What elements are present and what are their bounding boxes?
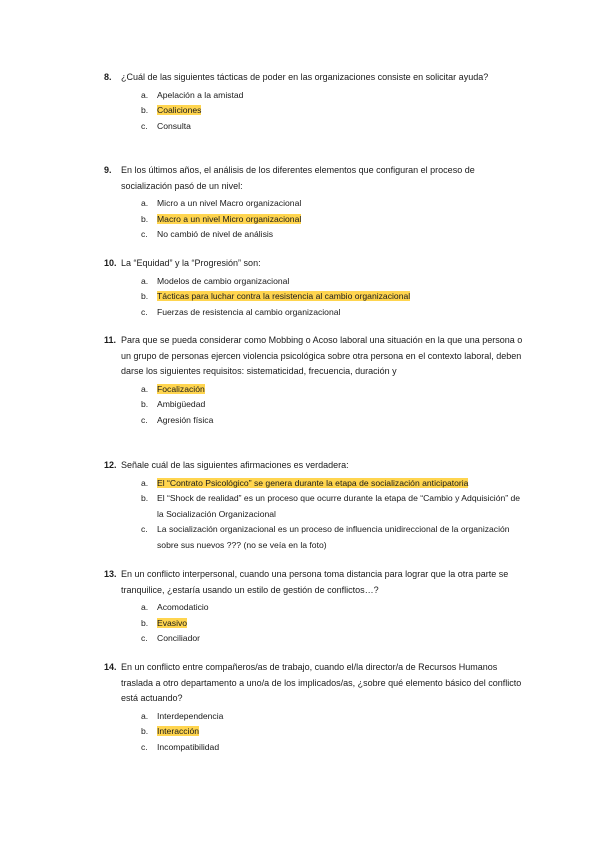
highlighted-answer: Coaliciones [157,105,202,115]
highlighted-answer: Evasivo [157,617,188,628]
question-14 [104,660,524,755]
option-c [104,305,524,321]
question-10 [104,256,524,320]
option-letter: b. [141,291,149,301]
question-number: 13. [104,569,117,579]
option-b [104,212,524,228]
option-b [104,491,524,522]
highlighted-answer: Macro a un nivel Micro organizacional [157,213,302,224]
option-letter: c. [141,741,148,752]
option-letter: b. [141,726,149,736]
option-letter: c. [141,633,148,643]
option-text: Apelación a la amistad [157,89,244,100]
highlighted-answer: El “Contrato Psicológico” se genera durante la etapa de socialización anticipatoria [157,477,469,488]
option-c [104,740,524,756]
options-list [104,274,524,321]
option-letter: b. [141,493,149,503]
option-c [104,227,524,243]
question-text: La “Equidad” y la “Progresión” son: [121,258,261,268]
question-number: 14. [104,662,117,672]
option-letter: a. [141,710,149,721]
option-letter: c. [141,306,148,317]
highlighted-answer: Tácticas para luchar contra la resistencia al cambio organizacional [157,291,411,301]
option-text: Incompatibilidad [157,741,220,752]
option-b [104,103,524,119]
option-letter: c. [141,414,148,425]
question-11 [104,333,524,428]
question-text: Señale cuál de las siguientes afirmaciones es verdadera: [121,460,349,470]
option-text: Ambigüedad [157,399,206,409]
option-text: Acomodaticio [157,602,209,612]
option-a [104,709,524,725]
highlighted-answer: Focalización [157,383,205,394]
option-letter: a. [141,275,149,286]
question-9 [104,163,524,243]
question-12 [104,458,524,553]
option-letter: a. [141,89,149,100]
option-b [104,616,524,632]
question-text: En un conflicto entre compañeros/as de trabajo, cuando el/la director/a de Recursos Humanos traslada a otro departamento a uno/a de los implicados/as, ¿sobre qué elemento básico del conflicto está actuando? [121,662,522,703]
option-text: Conciliador [157,633,200,643]
option-letter: b. [141,213,149,224]
option-letter: c. [141,229,148,239]
option-letter: a. [141,383,149,394]
option-letter: b. [141,617,149,628]
option-letter: b. [141,105,149,115]
question-text: En los últimos años, el análisis de los diferentes elementos que configuran el proceso de socialización pasó de un nivel: [121,165,475,191]
question-number: 11. [104,335,117,345]
option-text: Modelos de cambio organizacional [157,275,290,286]
option-letter: b. [141,399,149,409]
question-13 [104,567,524,647]
option-a [104,382,524,398]
option-text: Consulta [157,120,191,131]
options-list [104,196,524,243]
option-c [104,631,524,647]
option-text: Interdependencia [157,710,224,721]
option-c [104,522,524,553]
question-number: 10. [104,258,117,268]
option-b [104,397,524,413]
option-a [104,196,524,212]
highlighted-answer: Interacción [157,726,200,736]
option-c [104,413,524,429]
option-letter: c. [141,524,148,534]
option-b [104,724,524,740]
options-list [104,600,524,647]
option-b [104,289,524,305]
option-text: El “Shock de realidad” es un proceso que ocurre durante la etapa de “Cambio y Adquisición” de la Socialización Organizacional [157,493,521,519]
question-text: ¿Cuál de las siguientes tácticas de poder en las organizaciones consiste en solicitar ayuda? [121,72,489,82]
option-a [104,274,524,290]
option-text: Fuerzas de resistencia al cambio organizacional [157,306,341,317]
question-number: 12. [104,460,117,470]
question-number: 8. [104,72,112,82]
question-number: 9. [104,165,112,175]
option-letter: c. [141,120,148,131]
option-letter: a. [141,602,149,612]
option-a [104,476,524,492]
option-c [104,119,524,135]
question-text: Para que se pueda considerar como Mobbing o Acoso laboral una situación en la que una persona o un grupo de personas ejercen violencia psicológica sobre otra persona en el contexto laboral, deben darse los siguientes requisitos: sistematicidad, frecuencia, duración y [121,335,523,376]
options-list [104,476,524,554]
option-text: La socialización organizacional es un proceso de influencia unidireccional de la organización sobre sus nuevos ??? (no se veía en la foto) [157,524,510,550]
option-letter: a. [141,198,149,208]
question-8 [104,70,524,134]
option-letter: a. [141,477,149,488]
option-text: No cambió de nivel de análisis [157,229,274,239]
question-text: En un conflicto interpersonal, cuando una persona toma distancia para lograr que la otra parte se tranquilice, ¿estaría usando un estilo de gestión de conflictos…? [121,569,509,595]
option-text: Micro a un nivel Macro organizacional [157,198,302,208]
options-list [104,88,524,135]
option-a [104,88,524,104]
option-a [104,600,524,616]
options-list [104,709,524,756]
options-list [104,382,524,429]
option-text: Agresión física [157,414,214,425]
